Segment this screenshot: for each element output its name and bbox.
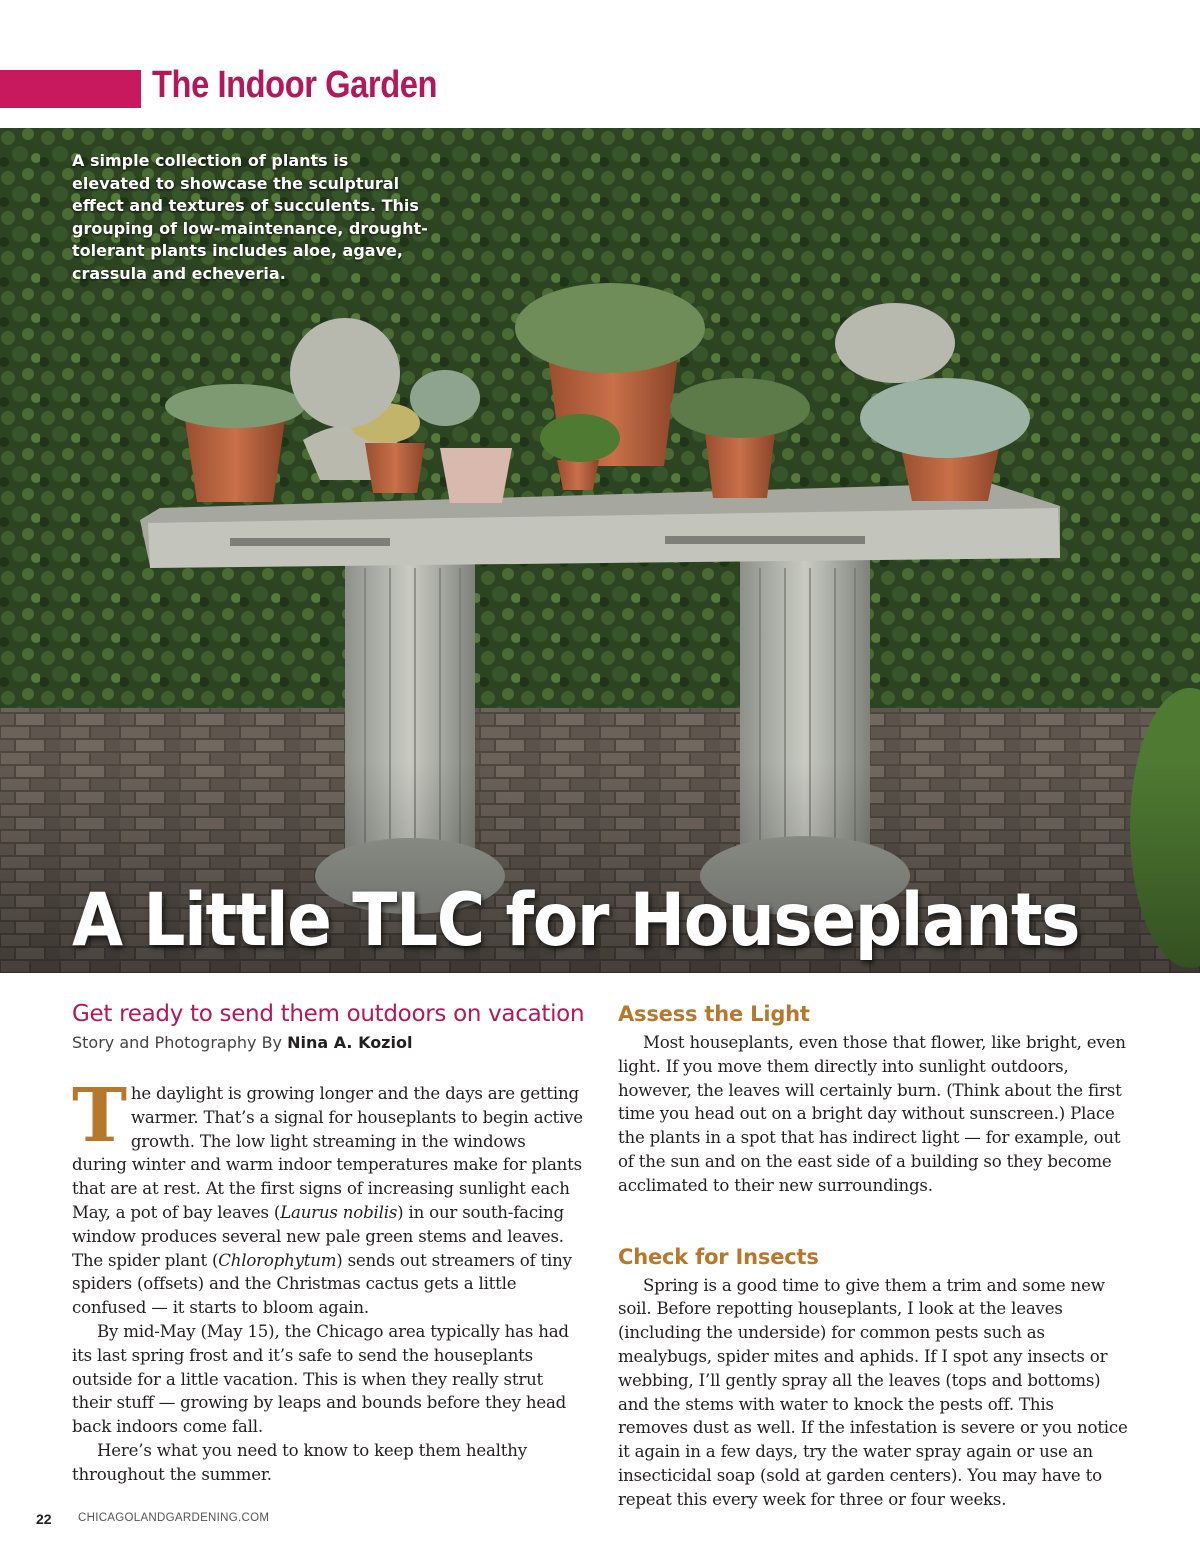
section-title: The Indoor Garden	[152, 64, 438, 106]
paragraph-insects: Spring is a good time to give them a trim and some new soil. Before repotting houseplants, I look at the leaves (including the underside) for common pests such as mealybugs, spider mites and aphids. If I spot any insects or webbing, I’ll gently spray all the leaves (tops and bottoms) and the stems with water to knock the pests off. This removes dust as well. If the infestation is severe or you notice it again in a few days, try the water spray again or use an insecticidal soap (sold at garden centers). You may have to repeat this every week for three or four weeks.	[618, 1275, 1128, 1509]
article-headline: A Little TLC for Houseplants	[72, 878, 1080, 963]
paragraph-light: Most houseplants, even those that flower, like bright, even light. If you move them directly into sunlight outdoors, however, the leaves will certainly burn. (Think about the first time you head out on a bright day without sunscreen.) Place the plants in a spot that has indirect light — for example, out of the sun and on the east side of a building so they become acclimated to their new surroundings.	[618, 1033, 1126, 1195]
p1-italic-chlorophytum: Chlorophytum	[218, 1250, 337, 1270]
photo-caption: A simple collection of plants is elevated to showcase the sculptural effect and textures of succulents. This grouping of low-maintenance, drought-tolerant plants includes aloe, agave, crassula and echeveria.	[72, 151, 428, 283]
paragraph-summer: Here’s what you need to know to keep them healthy throughout the summer.	[72, 1440, 527, 1484]
paragraph-intro	[72, 1073, 584, 1320]
byline-prefix: Story and Photography By	[72, 1033, 288, 1052]
paragraph-frost: By mid-May (May 15), the Chicago area typically has had its last spring frost and it’s safe to send the houseplants outside for a little vacation. This is when they really strut their stuff — growing by leaps and bounds before they head back indoors come fall.	[72, 1321, 569, 1437]
p1-text-a: he daylight is growing longer and the days are getting warmer. That’s a signal for houseplants to begin active growth. The low light streaming in the windows during winter and warm indoor temperatures make for plants that are at rest. At the first signs of increasing sunlight each May, a pot of bay leaves (	[72, 1084, 583, 1222]
byline	[72, 1031, 584, 1055]
p1-text-c: ) sends out streamers of tiny spiders (offsets) and the Christmas cactus gets a little confused — it starts to bloom again.	[72, 1250, 572, 1318]
article-body-left	[72, 1073, 584, 1487]
p1-italic-laurus: Laurus nobilis	[280, 1202, 398, 1222]
p1-text-b: ) in our south-facing window produces several new pale green stems and leaves. The spider plant (	[72, 1202, 564, 1270]
article-dek: Get ready to send them outdoors on vacation	[72, 1001, 585, 1027]
section-color-bar	[0, 70, 141, 108]
subhead-check-insects: Check for Insects	[618, 1244, 819, 1269]
subhead-assess-light: Assess the Light	[618, 1002, 810, 1026]
byline-author: Nina A. Koziol	[287, 1033, 413, 1052]
article-column-left	[72, 997, 584, 1487]
article-column-right	[618, 997, 1128, 1512]
drop-cap: T	[72, 1073, 127, 1159]
page-number: 22	[36, 1511, 52, 1527]
footer-site-url: CHICAGOLANDGARDENING.COM	[78, 1512, 270, 1524]
